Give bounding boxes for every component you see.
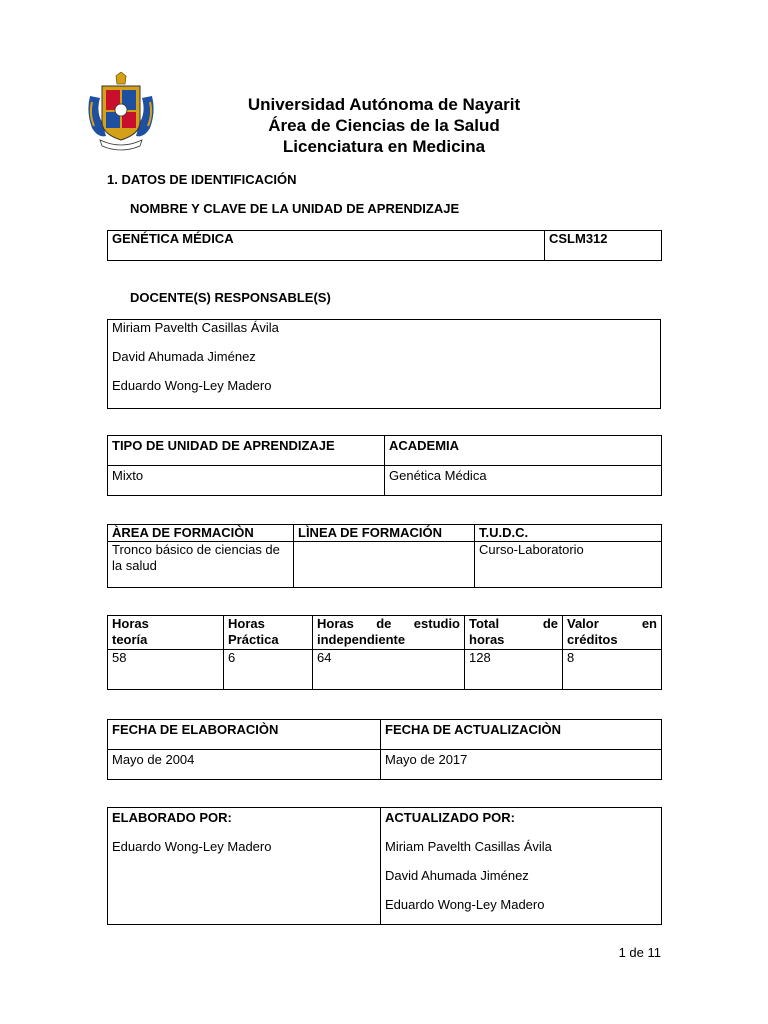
academia-header: ACADEMIA bbox=[385, 436, 662, 466]
total-horas-value: 128 bbox=[465, 650, 563, 690]
header-line: horas bbox=[469, 632, 505, 647]
valor-creditos-header bbox=[563, 616, 662, 650]
tipo-table bbox=[107, 435, 662, 496]
area-formacion-value: Tronco básico de ciencias de la salud bbox=[108, 542, 294, 588]
horas-practica-header bbox=[224, 616, 313, 650]
fecha-actualizacion-header: FECHA DE ACTUALIZACIÒN bbox=[381, 720, 662, 750]
unit-name: GENÉTICA MÉDICA bbox=[108, 231, 545, 261]
header-line: Valor en bbox=[567, 616, 657, 631]
linea-formacion-header: LÌNEA DE FORMACIÓN bbox=[294, 525, 475, 542]
horas-estudio-header bbox=[313, 616, 465, 650]
unit-code: CSLM312 bbox=[545, 231, 662, 261]
area-formacion-header: ÀREA DE FORMACIÒN bbox=[108, 525, 294, 542]
docentes-cell bbox=[108, 320, 661, 409]
header-line: créditos bbox=[567, 632, 618, 647]
tudc-value: Curso-Laboratorio bbox=[475, 542, 662, 588]
horas-practica-value: 6 bbox=[224, 650, 313, 690]
autores-table bbox=[107, 807, 662, 925]
fechas-table bbox=[107, 719, 662, 780]
header-line: teoría bbox=[112, 632, 148, 647]
header-line: Práctica bbox=[228, 632, 279, 647]
fecha-elaboracion-value: Mayo de 2004 bbox=[108, 750, 381, 780]
section-title-identificacion: 1. DATOS DE IDENTIFICACIÓN bbox=[107, 172, 297, 187]
page-number: 1 de 11 bbox=[618, 945, 661, 960]
elaborado-header: ELABORADO POR: bbox=[112, 810, 232, 825]
elaborado-cell bbox=[108, 808, 381, 925]
actualizado-item: Eduardo Wong-Ley Madero bbox=[385, 897, 545, 912]
tudc-header: T.U.D.C. bbox=[475, 525, 662, 542]
header-line: Horas bbox=[228, 616, 265, 631]
header-line: Horas bbox=[112, 616, 149, 631]
academia-value: Genética Médica bbox=[385, 466, 662, 496]
document-header bbox=[0, 94, 768, 157]
total-horas-header bbox=[465, 616, 563, 650]
header-line: Total de bbox=[469, 616, 558, 631]
docente-item: Miriam Pavelth Casillas Ávila bbox=[112, 320, 279, 335]
linea-formacion-value bbox=[294, 542, 475, 588]
program-name: Licenciatura en Medicina bbox=[282, 137, 486, 156]
actualizado-item: Miriam Pavelth Casillas Ávila bbox=[385, 839, 552, 854]
docente-item: Eduardo Wong-Ley Madero bbox=[112, 378, 272, 393]
elaborado-item: Eduardo Wong-Ley Madero bbox=[112, 839, 272, 854]
docentes-table bbox=[107, 319, 661, 409]
actualizado-cell bbox=[381, 808, 662, 925]
university-name: Universidad Autónoma de Nayarit bbox=[247, 95, 521, 114]
fecha-actualizacion-value: Mayo de 2017 bbox=[381, 750, 662, 780]
unit-label: NOMBRE Y CLAVE DE LA UNIDAD DE APRENDIZAJE bbox=[130, 201, 460, 216]
horas-estudio-value: 64 bbox=[313, 650, 465, 690]
fecha-elaboracion-header: FECHA DE ELABORACIÒN bbox=[108, 720, 381, 750]
tipo-header: TIPO DE UNIDAD DE APRENDIZAJE bbox=[108, 436, 385, 466]
formacion-table bbox=[107, 524, 662, 588]
horas-teoria-header bbox=[108, 616, 224, 650]
area-name: Área de Ciencias de la Salud bbox=[268, 116, 500, 135]
unit-table bbox=[107, 230, 662, 261]
header-line: independiente bbox=[317, 632, 406, 647]
docente-item: David Ahumada Jiménez bbox=[112, 349, 256, 364]
horas-table bbox=[107, 615, 662, 690]
horas-teoria-value: 58 bbox=[108, 650, 224, 690]
valor-creditos-value: 8 bbox=[563, 650, 662, 690]
tipo-value: Mixto bbox=[108, 466, 385, 496]
actualizado-item: David Ahumada Jiménez bbox=[385, 868, 529, 883]
actualizado-header: ACTUALIZADO POR: bbox=[385, 810, 515, 825]
docentes-label: DOCENTE(S) RESPONSABLE(S) bbox=[130, 290, 331, 305]
header-line: Horas de estudio bbox=[317, 616, 460, 631]
